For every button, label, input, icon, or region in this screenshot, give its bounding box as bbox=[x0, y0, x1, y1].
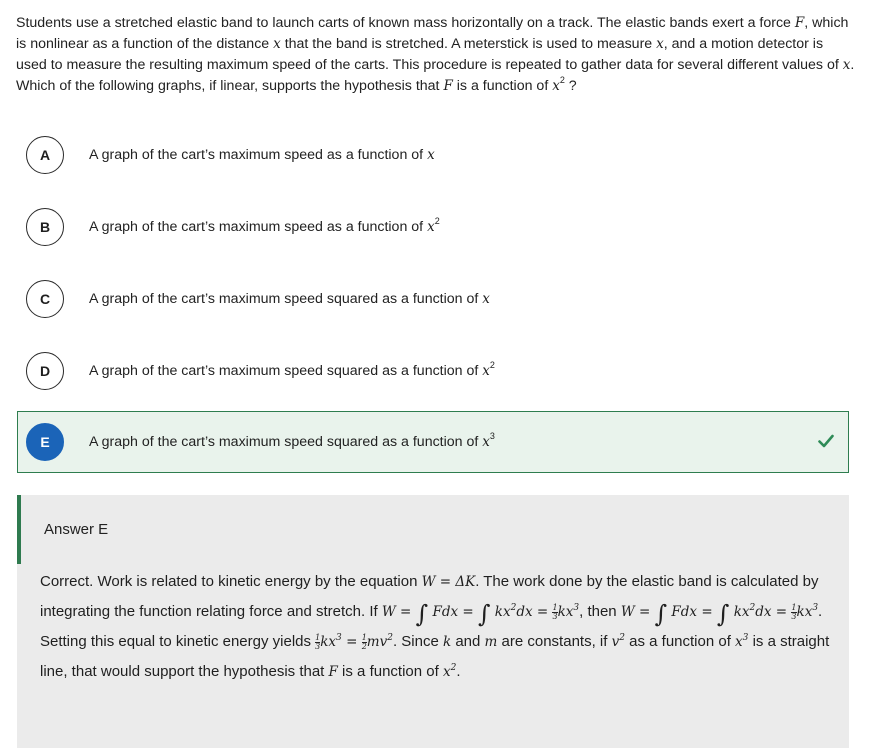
math-x: x bbox=[482, 291, 490, 307]
math-x: x bbox=[482, 363, 490, 379]
question-text: , and a motion detector is used to measure the resulting maximum speed of the carts. This procedure is repeated to gather data for several different values of bbox=[16, 36, 843, 73]
question-text: is a function of bbox=[452, 78, 553, 94]
math-x: x bbox=[427, 219, 435, 235]
math-exponent: 2 bbox=[489, 360, 495, 371]
math-v-squared: $v^2$ bbox=[611, 632, 625, 650]
choice-e[interactable] bbox=[17, 411, 849, 473]
question-text: ? bbox=[564, 78, 577, 94]
math-x: x bbox=[482, 434, 490, 450]
math-F: F bbox=[443, 78, 453, 94]
choice-letter-bubble: A bbox=[26, 136, 64, 174]
choice-text: A graph of the cart’s maximum speed squared as a function of $x^2$ bbox=[89, 360, 495, 379]
math-exponent: 3 bbox=[489, 431, 495, 442]
math-exponent: 2 bbox=[559, 75, 565, 86]
choice-d[interactable] bbox=[17, 340, 849, 402]
math-work-energy: W = ΔK bbox=[421, 574, 476, 590]
choice-letter-bubble: B bbox=[26, 208, 64, 246]
math-x: x bbox=[427, 147, 435, 163]
choice-text: A graph of the cart’s maximum speed as a function of x bbox=[89, 147, 435, 163]
choice-text: A graph of the cart’s maximum speed as a function of $x^2$ bbox=[89, 216, 440, 235]
choice-letter-bubble: D bbox=[26, 352, 64, 390]
math-x: x bbox=[656, 36, 664, 52]
question-stem bbox=[16, 13, 856, 97]
math-x: x bbox=[552, 78, 560, 94]
choice-text: A graph of the cart’s maximum speed squared as a function of $x^3$ bbox=[89, 431, 495, 450]
question-text: , which is nonlinear as a function of the distance bbox=[16, 15, 849, 52]
choice-text: A graph of the cart’s maximum speed squared as a function of x bbox=[89, 291, 490, 307]
accent-bar bbox=[17, 495, 21, 564]
math-energy-equation: $\frac{1}{3}$ $kx^3$ = $\frac{1}{2}$ $mv^2$ bbox=[315, 632, 393, 651]
math-x-cubed: $x^3$ bbox=[735, 632, 749, 650]
explanation-text: Correct. Work is related to kinetic energy by the equation W = ΔK. The work done by the elastic band is calculated by integrating the function relating force and stretch. If W = ∫ Fdx = ∫ $kx^2dx$ = $\frac{1}{3}$ $kx^3$, then W = ∫ Fdx = ∫ $kx^2dx$ = $\frac{1}{3}$ $kx^3$. Setting this equal to kinetic energy yields $\frac{1}{3}$ $kx^3$ = $\frac{1}{2}$ $mv^2$. Since k and m are constants, if $v^2$ as a function of $x^3$ is a straight line, that would support the hypothesis that F is a function of $x^2$. bbox=[40, 573, 830, 680]
math-x-squared: $x^2$ bbox=[442, 662, 457, 680]
question-text: . Which of the following graphs, if linear, supports the hypothesis that bbox=[16, 57, 855, 94]
math-x: x bbox=[842, 57, 851, 73]
explanation-panel bbox=[17, 495, 849, 748]
choice-letter-bubble: C bbox=[26, 280, 64, 318]
math-work-integral: W = ∫ Fdx = ∫ $kx^2dx$ = $\frac{1}{3}$ $kx^3$ bbox=[381, 600, 580, 628]
math-work-integral: W = ∫ Fdx = ∫ $kx^2dx$ = $\frac{1}{3}$ $kx^3$ bbox=[620, 600, 819, 628]
choice-c[interactable] bbox=[17, 268, 849, 330]
question-text: that the band is stretched. A meterstick is used to measure bbox=[280, 36, 657, 52]
answer-label: Answer E bbox=[44, 521, 109, 538]
math-x: x bbox=[273, 36, 281, 52]
math-F: F bbox=[794, 15, 805, 31]
choice-a[interactable] bbox=[17, 124, 849, 186]
choice-b[interactable] bbox=[17, 196, 849, 258]
checkmark-icon bbox=[818, 434, 834, 448]
math-exponent: 2 bbox=[434, 216, 440, 227]
question-text: Students use a stretched elastic band to launch carts of known mass horizontally on a track. The elastic bands exert a force bbox=[16, 15, 795, 31]
choice-letter-bubble: E bbox=[26, 423, 64, 461]
